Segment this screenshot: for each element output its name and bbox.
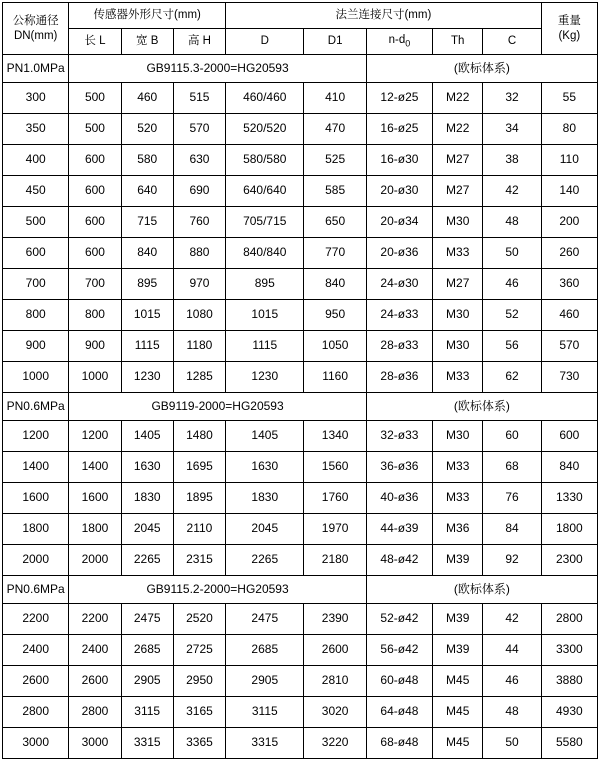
- cell-d: 1115: [226, 331, 304, 362]
- cell-c: 50: [483, 238, 541, 269]
- cell-d1: 2390: [304, 604, 366, 635]
- cell-th: M30: [433, 207, 483, 238]
- table-row: [3, 145, 598, 176]
- cell-c: 48: [483, 697, 541, 728]
- section-pressure: PN0.6MPa: [3, 393, 69, 421]
- cell-dn: 700: [3, 269, 69, 300]
- cell-l: 600: [69, 207, 121, 238]
- table-row: [3, 697, 598, 728]
- cell-d: 520/520: [226, 114, 304, 145]
- header-col-h: 高 H: [173, 29, 225, 55]
- cell-d1: 2180: [304, 545, 366, 576]
- cell-dn: 400: [3, 145, 69, 176]
- cell-th: M30: [433, 331, 483, 362]
- cell-l: 500: [69, 114, 121, 145]
- cell-d: 1630: [226, 452, 304, 483]
- cell-nd0: 68-ø48: [366, 728, 432, 759]
- header-dn-sub: DN(mm): [13, 29, 58, 42]
- cell-b: 2265: [121, 545, 173, 576]
- cell-d1: 2600: [304, 635, 366, 666]
- cell-d: 2265: [226, 545, 304, 576]
- cell-c: 46: [483, 269, 541, 300]
- cell-nd0: 28-ø36: [366, 362, 432, 393]
- cell-weight: 840: [541, 452, 597, 483]
- cell-d: 705/715: [226, 207, 304, 238]
- cell-d1: 3220: [304, 728, 366, 759]
- cell-weight: 200: [541, 207, 597, 238]
- section-note: (欧标体系): [366, 576, 597, 604]
- cell-dn: 2200: [3, 604, 69, 635]
- cell-h: 2725: [173, 635, 225, 666]
- section-note: (欧标体系): [366, 55, 597, 83]
- cell-l: 2000: [69, 545, 121, 576]
- cell-th: M27: [433, 176, 483, 207]
- header-col-nd0-main: n-d: [388, 34, 406, 47]
- header-flange-group: 法兰连接尺寸(mm): [226, 3, 542, 29]
- cell-d1: 1160: [304, 362, 366, 393]
- cell-h: 1180: [173, 331, 225, 362]
- cell-h: 1695: [173, 452, 225, 483]
- cell-l: 1800: [69, 514, 121, 545]
- cell-nd0: 52-ø42: [366, 604, 432, 635]
- table-row: [3, 176, 598, 207]
- cell-b: 520: [121, 114, 173, 145]
- cell-dn: 350: [3, 114, 69, 145]
- cell-th: M33: [433, 238, 483, 269]
- cell-nd0: 40-ø36: [366, 483, 432, 514]
- cell-weight: 570: [541, 331, 597, 362]
- cell-c: 62: [483, 362, 541, 393]
- cell-l: 1200: [69, 421, 121, 452]
- cell-weight: 140: [541, 176, 597, 207]
- header-row-columns: [3, 29, 598, 55]
- cell-nd0: 16-ø30: [366, 145, 432, 176]
- cell-h: 570: [173, 114, 225, 145]
- cell-weight: 1330: [541, 483, 597, 514]
- cell-d1: 950: [304, 300, 366, 331]
- cell-d: 895: [226, 269, 304, 300]
- cell-b: 2905: [121, 666, 173, 697]
- cell-l: 900: [69, 331, 121, 362]
- cell-th: M33: [433, 452, 483, 483]
- cell-b: 1830: [121, 483, 173, 514]
- cell-h: 515: [173, 83, 225, 114]
- cell-l: 3000: [69, 728, 121, 759]
- cell-d: 3315: [226, 728, 304, 759]
- cell-weight: 460: [541, 300, 597, 331]
- cell-d1: 525: [304, 145, 366, 176]
- table-row: [3, 83, 598, 114]
- cell-dn: 2600: [3, 666, 69, 697]
- table-row: [3, 421, 598, 452]
- cell-d1: 1560: [304, 452, 366, 483]
- cell-weight: 260: [541, 238, 597, 269]
- cell-c: 92: [483, 545, 541, 576]
- cell-dn: 900: [3, 331, 69, 362]
- cell-l: 800: [69, 300, 121, 331]
- cell-h: 1480: [173, 421, 225, 452]
- cell-l: 600: [69, 145, 121, 176]
- cell-h: 2520: [173, 604, 225, 635]
- header-col-c: C: [483, 29, 541, 55]
- cell-th: M30: [433, 300, 483, 331]
- cell-nd0: 48-ø42: [366, 545, 432, 576]
- cell-d: 1230: [226, 362, 304, 393]
- cell-b: 2045: [121, 514, 173, 545]
- cell-d: 640/640: [226, 176, 304, 207]
- cell-h: 3165: [173, 697, 225, 728]
- cell-b: 1630: [121, 452, 173, 483]
- cell-l: 1000: [69, 362, 121, 393]
- cell-d1: 410: [304, 83, 366, 114]
- cell-d1: 650: [304, 207, 366, 238]
- cell-h: 1285: [173, 362, 225, 393]
- cell-d1: 3020: [304, 697, 366, 728]
- cell-dn: 3000: [3, 728, 69, 759]
- section-header-row: [3, 55, 598, 83]
- cell-nd0: 20-ø30: [366, 176, 432, 207]
- cell-dn: 1200: [3, 421, 69, 452]
- cell-dn: 2800: [3, 697, 69, 728]
- table-row: [3, 635, 598, 666]
- cell-dn: 1800: [3, 514, 69, 545]
- cell-l: 1600: [69, 483, 121, 514]
- cell-weight: 110: [541, 145, 597, 176]
- cell-c: 34: [483, 114, 541, 145]
- cell-d1: 1970: [304, 514, 366, 545]
- cell-b: 1115: [121, 331, 173, 362]
- cell-h: 760: [173, 207, 225, 238]
- cell-d1: 840: [304, 269, 366, 300]
- cell-c: 84: [483, 514, 541, 545]
- cell-c: 56: [483, 331, 541, 362]
- cell-c: 52: [483, 300, 541, 331]
- cell-c: 42: [483, 604, 541, 635]
- cell-nd0: 60-ø48: [366, 666, 432, 697]
- cell-dn: 800: [3, 300, 69, 331]
- cell-d: 2685: [226, 635, 304, 666]
- cell-h: 1895: [173, 483, 225, 514]
- cell-dn: 450: [3, 176, 69, 207]
- cell-d1: 585: [304, 176, 366, 207]
- table-row: [3, 728, 598, 759]
- cell-c: 60: [483, 421, 541, 452]
- cell-nd0: 24-ø30: [366, 269, 432, 300]
- cell-nd0: 12-ø25: [366, 83, 432, 114]
- cell-b: 580: [121, 145, 173, 176]
- cell-th: M27: [433, 145, 483, 176]
- cell-h: 2110: [173, 514, 225, 545]
- cell-h: 630: [173, 145, 225, 176]
- specification-table: [2, 2, 598, 759]
- cell-d: 1405: [226, 421, 304, 452]
- cell-weight: 2300: [541, 545, 597, 576]
- cell-th: M22: [433, 83, 483, 114]
- cell-d: 1015: [226, 300, 304, 331]
- cell-h: 2950: [173, 666, 225, 697]
- cell-h: 970: [173, 269, 225, 300]
- cell-c: 44: [483, 635, 541, 666]
- header-weight: [541, 3, 597, 55]
- section-standard: GB9119-2000=HG20593: [69, 393, 366, 421]
- header-col-l: 长 L: [69, 29, 121, 55]
- table-row: [3, 362, 598, 393]
- section-header-row: [3, 393, 598, 421]
- cell-nd0: 20-ø36: [366, 238, 432, 269]
- header-col-th: Th: [433, 29, 483, 55]
- cell-b: 1405: [121, 421, 173, 452]
- cell-d: 840/840: [226, 238, 304, 269]
- section-note: (欧标体系): [366, 393, 597, 421]
- cell-c: 46: [483, 666, 541, 697]
- cell-th: M45: [433, 697, 483, 728]
- header-dn: [3, 3, 69, 55]
- cell-weight: 3880: [541, 666, 597, 697]
- table-row: [3, 269, 598, 300]
- table-row: [3, 452, 598, 483]
- table-row: [3, 238, 598, 269]
- header-col-nd0-sub: 0: [405, 38, 411, 49]
- cell-dn: 2400: [3, 635, 69, 666]
- table-row: [3, 483, 598, 514]
- header-dn-top: 公称通径: [12, 15, 59, 28]
- cell-d1: 470: [304, 114, 366, 145]
- table-row: [3, 114, 598, 145]
- cell-h: 3365: [173, 728, 225, 759]
- cell-c: 32: [483, 83, 541, 114]
- table-row: [3, 514, 598, 545]
- cell-d: 580/580: [226, 145, 304, 176]
- cell-l: 600: [69, 238, 121, 269]
- cell-th: M22: [433, 114, 483, 145]
- cell-nd0: 56-ø42: [366, 635, 432, 666]
- cell-b: 895: [121, 269, 173, 300]
- cell-th: M33: [433, 483, 483, 514]
- cell-th: M39: [433, 545, 483, 576]
- cell-c: 68: [483, 452, 541, 483]
- table-body: [3, 3, 598, 759]
- cell-dn: 500: [3, 207, 69, 238]
- cell-dn: 1000: [3, 362, 69, 393]
- cell-nd0: 64-ø48: [366, 697, 432, 728]
- table-row: [3, 300, 598, 331]
- cell-l: 500: [69, 83, 121, 114]
- cell-dn: 1400: [3, 452, 69, 483]
- cell-d: 460/460: [226, 83, 304, 114]
- cell-b: 1230: [121, 362, 173, 393]
- cell-b: 3115: [121, 697, 173, 728]
- cell-l: 2800: [69, 697, 121, 728]
- table-row: [3, 545, 598, 576]
- cell-l: 2400: [69, 635, 121, 666]
- cell-th: M45: [433, 728, 483, 759]
- cell-nd0: 24-ø33: [366, 300, 432, 331]
- cell-b: 1015: [121, 300, 173, 331]
- cell-b: 715: [121, 207, 173, 238]
- cell-weight: 3300: [541, 635, 597, 666]
- cell-b: 2685: [121, 635, 173, 666]
- table-row: [3, 604, 598, 635]
- cell-b: 840: [121, 238, 173, 269]
- cell-l: 600: [69, 176, 121, 207]
- cell-weight: 5580: [541, 728, 597, 759]
- cell-d1: 1050: [304, 331, 366, 362]
- cell-c: 48: [483, 207, 541, 238]
- cell-th: M39: [433, 604, 483, 635]
- section-standard: GB9115.2-2000=HG20593: [69, 576, 366, 604]
- cell-h: 880: [173, 238, 225, 269]
- header-weight-sub: (Kg): [558, 29, 581, 42]
- cell-d: 2905: [226, 666, 304, 697]
- cell-l: 2200: [69, 604, 121, 635]
- table-row: [3, 666, 598, 697]
- header-weight-top: 重量: [557, 15, 581, 28]
- cell-b: 3315: [121, 728, 173, 759]
- cell-dn: 600: [3, 238, 69, 269]
- cell-th: M30: [433, 421, 483, 452]
- table-row: [3, 331, 598, 362]
- cell-weight: 55: [541, 83, 597, 114]
- header-col-d: D: [226, 29, 304, 55]
- cell-h: 2315: [173, 545, 225, 576]
- cell-nd0: 16-ø25: [366, 114, 432, 145]
- cell-d1: 1760: [304, 483, 366, 514]
- cell-d: 3115: [226, 697, 304, 728]
- cell-nd0: 44-ø39: [366, 514, 432, 545]
- cell-l: 1400: [69, 452, 121, 483]
- cell-d1: 2810: [304, 666, 366, 697]
- cell-d1: 1340: [304, 421, 366, 452]
- cell-h: 690: [173, 176, 225, 207]
- cell-c: 42: [483, 176, 541, 207]
- section-header-row: [3, 576, 598, 604]
- cell-d: 2475: [226, 604, 304, 635]
- cell-weight: 1800: [541, 514, 597, 545]
- cell-nd0: 36-ø36: [366, 452, 432, 483]
- cell-dn: 2000: [3, 545, 69, 576]
- section-pressure: PN0.6MPa: [3, 576, 69, 604]
- cell-weight: 4930: [541, 697, 597, 728]
- cell-b: 640: [121, 176, 173, 207]
- cell-nd0: 20-ø34: [366, 207, 432, 238]
- cell-l: 700: [69, 269, 121, 300]
- cell-nd0: 32-ø33: [366, 421, 432, 452]
- cell-b: 460: [121, 83, 173, 114]
- cell-weight: 80: [541, 114, 597, 145]
- cell-d1: 770: [304, 238, 366, 269]
- cell-weight: 360: [541, 269, 597, 300]
- cell-c: 76: [483, 483, 541, 514]
- section-pressure: PN1.0MPa: [3, 55, 69, 83]
- table-row: [3, 207, 598, 238]
- cell-h: 1080: [173, 300, 225, 331]
- cell-dn: 1600: [3, 483, 69, 514]
- cell-th: M36: [433, 514, 483, 545]
- header-col-b: 宽 B: [121, 29, 173, 55]
- cell-d: 1830: [226, 483, 304, 514]
- cell-c: 50: [483, 728, 541, 759]
- cell-b: 2475: [121, 604, 173, 635]
- cell-l: 2600: [69, 666, 121, 697]
- header-row-groups: [3, 3, 598, 29]
- cell-weight: 600: [541, 421, 597, 452]
- cell-d: 2045: [226, 514, 304, 545]
- cell-th: M45: [433, 666, 483, 697]
- cell-weight: 730: [541, 362, 597, 393]
- cell-weight: 2800: [541, 604, 597, 635]
- cell-th: M33: [433, 362, 483, 393]
- cell-dn: 300: [3, 83, 69, 114]
- cell-th: M27: [433, 269, 483, 300]
- header-sensor-group: 传感器外形尺寸(mm): [69, 3, 226, 29]
- section-standard: GB9115.3-2000=HG20593: [69, 55, 366, 83]
- cell-nd0: 28-ø33: [366, 331, 432, 362]
- cell-c: 38: [483, 145, 541, 176]
- header-col-d1: D1: [304, 29, 366, 55]
- header-col-nd0: [366, 29, 432, 55]
- cell-th: M39: [433, 635, 483, 666]
